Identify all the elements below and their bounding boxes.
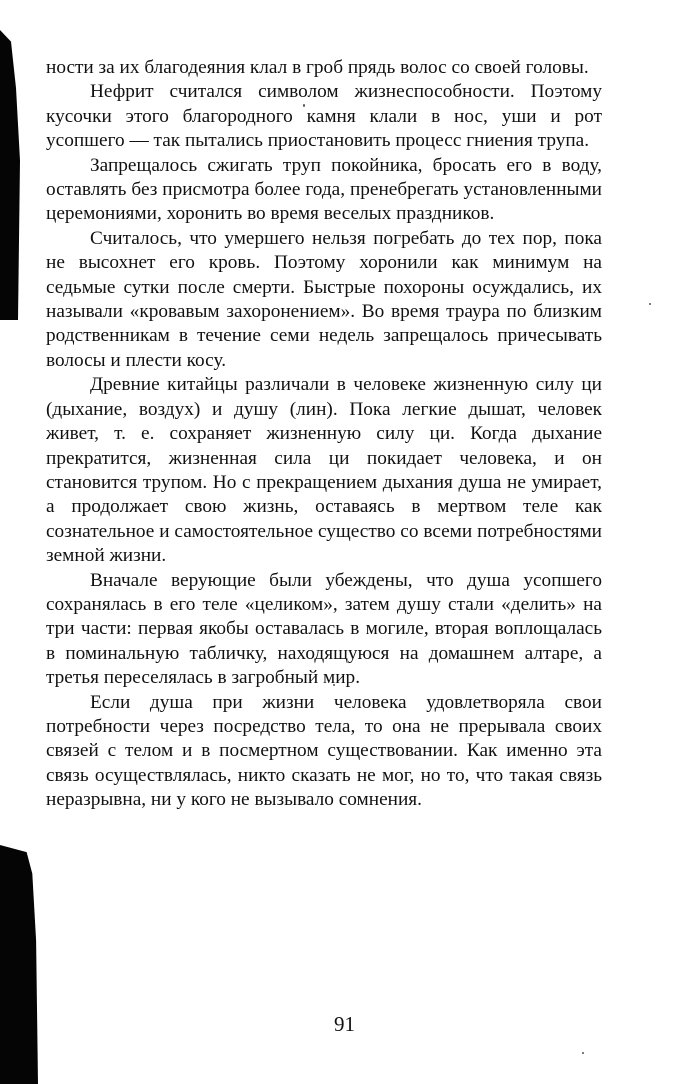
paragraph: Древние китайцы различали в человеке жизненную силу ци (дыхание, воздух) и душу (лин). Пока легкие дышат, человек живет, т. е. сохраняет жизненную силу ци. Когда дыхание прекратится, жизненная сила ци покидает человека, и он становится трупом. Но с прекращением дыхания душа не умирает, а продолжает свою жизнь, оставаясь в мертвом теле как сознательное и самостоятельное существо со всеми потребностями земной жизни. [46, 374, 602, 567]
paragraph: Нефрит считался символом жизнеспособности. Поэтому кусочки этого благородного камня клали в нос, уши и рот усопшего — так пытались приостановить процесс гниения трупа. [46, 81, 602, 152]
paragraph: Вначале верующие были убеждены, что душа усопшего сохранялась в его теле «целиком», затем душу стали «делить» на три части: первая якобы оставалась в могиле, вторая воплощалась в поминальную табличку, находящуюся на домашнем алтаре, а третья переселялась в загробный мир. [46, 569, 602, 689]
paragraph: Запрещалось сжигать труп покойника, бросать его в воду, оставлять без присмотра более года, пренебрегать установленными церемониями, хоронить во время веселых праздников. [46, 154, 602, 225]
scan-shadow-top [0, 30, 20, 320]
paragraph: ности за их благодеяния клал в гроб прядь волос со своей головы. [46, 57, 589, 78]
scan-shadow-bottom [0, 845, 38, 1084]
paragraph: Считалось, что умершего нельзя погребать до тех пор, пока не высохнет его кровь. Поэтому хоронили как минимум на седьмые сутки после смерти. Быстрые похороны осуждались, их называли «кровавым захоронением». Во время траура по близким родственникам в течение семи недель запрещалось причесывать волосы и плести косу. [46, 227, 602, 371]
paragraph: Если душа при жизни человека удовлетворяла свои потребности через посредство тела, то она не прерывала своих связей с телом и в посмертном существовании. Как именно эта связь осуществлялась, никто сказать не мог, но то, что такая связь неразрывна, ни у кого не вызывало сомнения. [46, 691, 602, 811]
page-number: 91 [334, 1012, 355, 1036]
dust-speck [582, 1052, 584, 1054]
page-body [46, 56, 602, 813]
dust-speck [649, 303, 651, 305]
